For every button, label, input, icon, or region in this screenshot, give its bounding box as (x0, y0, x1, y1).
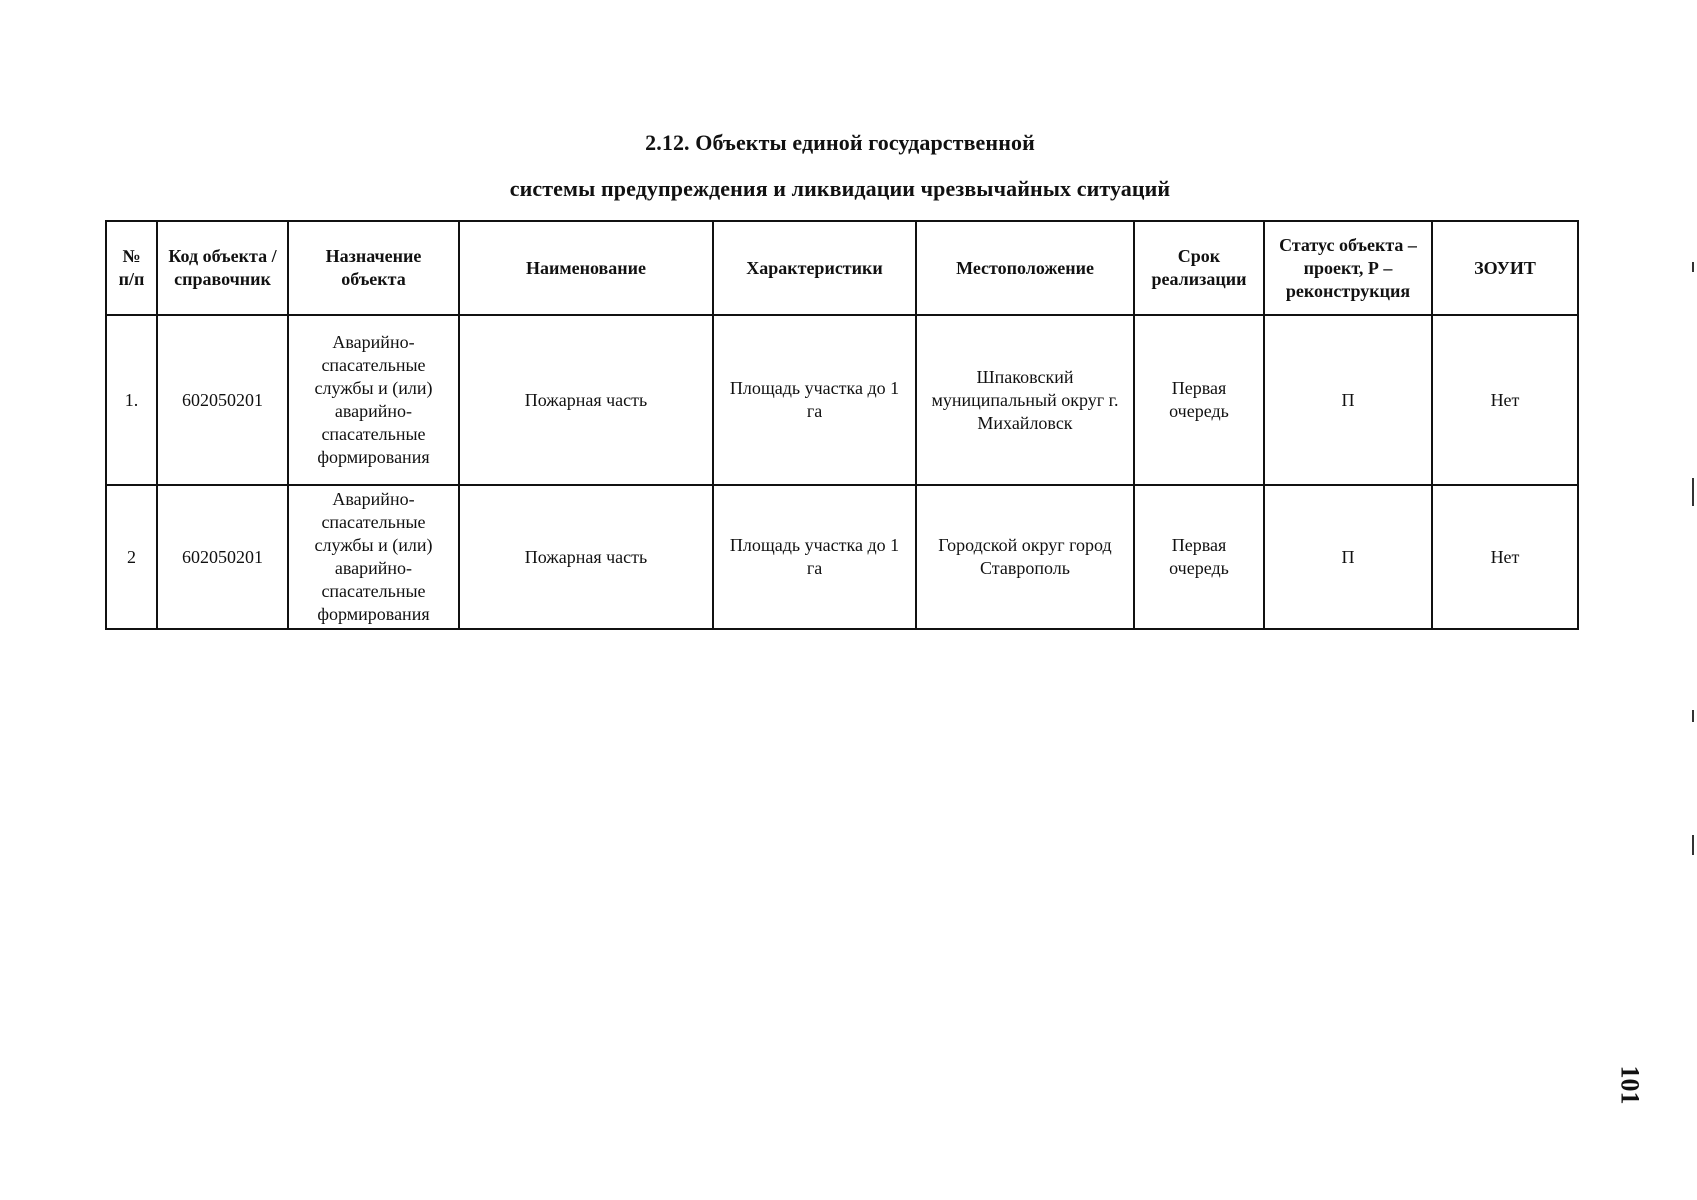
cell-zouit: Нет (1432, 315, 1578, 485)
scan-edge-mark (1692, 835, 1694, 855)
header-number: № п/п (106, 221, 157, 315)
table-header-row (106, 221, 1578, 315)
cell-status: П (1264, 485, 1432, 629)
cell-purpose: Аварийно-спасательные службы и (или) аварийно-спасательные формирования (288, 315, 459, 485)
scan-edge-mark (1692, 478, 1694, 506)
cell-location: Шпаковский муниципальный округ г. Михайловск (916, 315, 1134, 485)
header-zouit: ЗОУИТ (1432, 221, 1578, 315)
header-purpose: Назначение объекта (288, 221, 459, 315)
scan-edge-mark (1692, 710, 1694, 722)
cell-number: 1. (106, 315, 157, 485)
table-row (106, 315, 1578, 485)
cell-location: Городской округ город Ставрополь (916, 485, 1134, 629)
cell-purpose: Аварийно-спасательные службы и (или) аварийно-спасательные формирования (288, 485, 459, 629)
cell-code: 602050201 (157, 485, 288, 629)
header-name: Наименование (459, 221, 713, 315)
header-status: Статус объекта – проект, Р – реконструкция (1264, 221, 1432, 315)
cell-status: П (1264, 315, 1432, 485)
cell-name: Пожарная часть (459, 485, 713, 629)
cell-term: Первая очередь (1134, 485, 1264, 629)
cell-zouit: Нет (1432, 485, 1578, 629)
cell-name: Пожарная часть (459, 315, 713, 485)
header-term: Срок реализации (1134, 221, 1264, 315)
cell-characteristics: Площадь участка до 1 га (713, 485, 916, 629)
document-title-line-2: системы предупреждения и ликвидации чрезвычайных ситуаций (509, 176, 1171, 201)
document-title-line-1: 2.12. Объекты единой государственной (645, 130, 1035, 155)
header-characteristics: Характеристики (713, 221, 916, 315)
header-code: Код объекта / справочник (157, 221, 288, 315)
cell-term: Первая очередь (1134, 315, 1264, 485)
scan-edge-mark (1692, 262, 1694, 272)
cell-code: 602050201 (157, 315, 288, 485)
cell-characteristics: Площадь участка до 1 га (713, 315, 916, 485)
page-number: 101 (1615, 1065, 1645, 1105)
header-location: Местоположение (916, 221, 1134, 315)
objects-table (105, 220, 1579, 630)
table-row (106, 485, 1578, 629)
cell-number: 2 (106, 485, 157, 629)
